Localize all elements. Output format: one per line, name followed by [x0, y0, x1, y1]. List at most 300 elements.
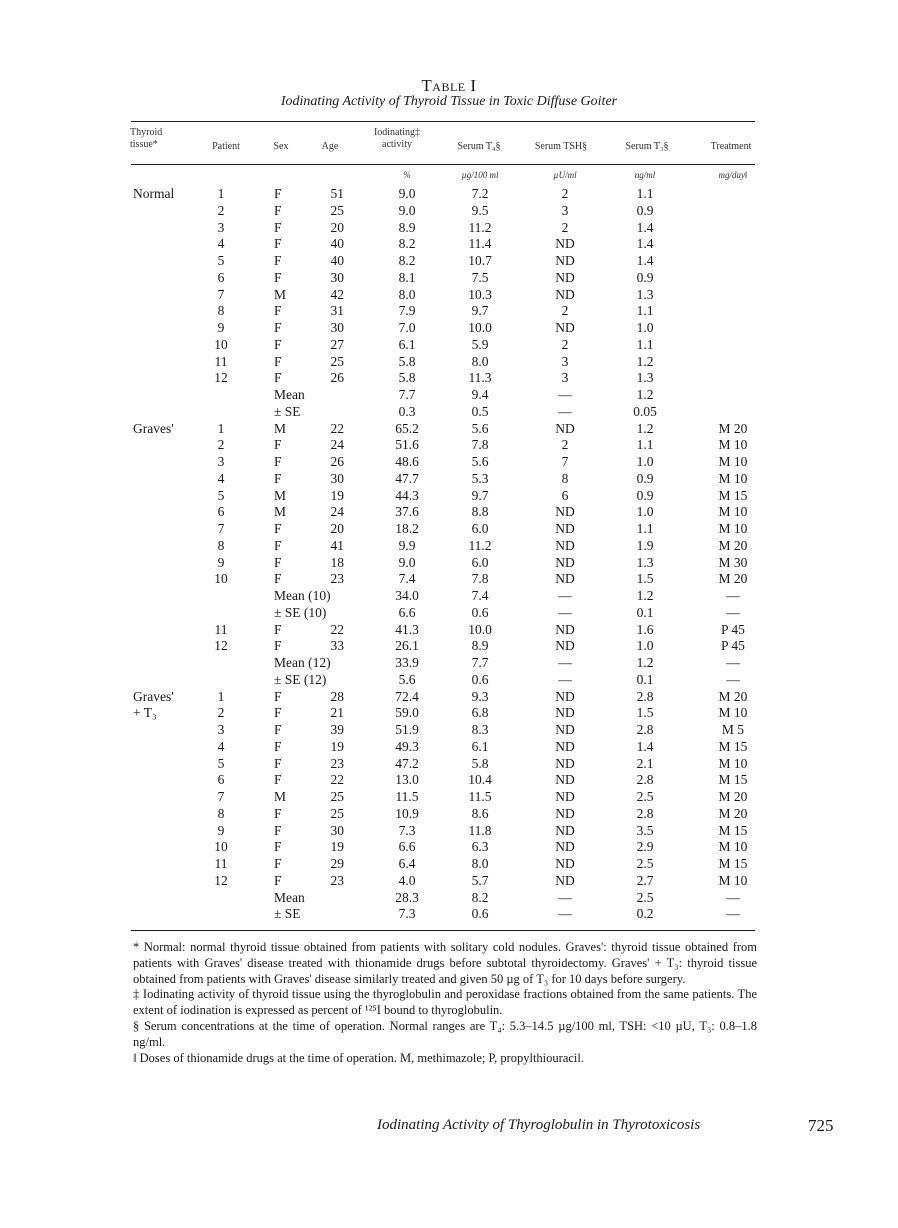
patient-cell: 5: [217, 253, 225, 268]
serum-t3-cell: 3.5: [636, 822, 654, 838]
serum-tsh-cell: ND: [555, 772, 575, 788]
treatment-cell: M 10: [718, 839, 748, 855]
table-row: [0, 470, 898, 487]
age-cell: 22: [330, 621, 344, 637]
serum-t4-cell: 0.6: [471, 671, 489, 687]
patient-cell: 4: [217, 738, 225, 754]
sex-cell: Mean (10): [274, 588, 331, 603]
serum-t4-cell: 8.9: [471, 638, 489, 654]
serum-t4-cell: 11.8: [468, 822, 492, 838]
table-title: [0, 76, 898, 96]
serum-tsh-cell: 8: [561, 470, 569, 486]
sex-cell: F: [274, 370, 282, 386]
table-row: [0, 587, 898, 604]
header-sex: Sex: [273, 141, 289, 152]
serum-t4-cell: 9.4: [471, 387, 489, 402]
serum-t4-cell: 8.0: [471, 856, 489, 871]
header-tissue: Thyroid tissue*: [130, 127, 163, 150]
serum-t3-cell: 1.1: [636, 336, 654, 352]
patient-cell: 7: [217, 789, 225, 804]
patient-cell: 11: [214, 856, 228, 871]
table-row: [0, 755, 898, 772]
age-cell: 22: [330, 420, 344, 436]
treatment-cell: —: [726, 588, 740, 603]
age-cell: 26: [330, 370, 344, 386]
table-title-text: Table I: [421, 76, 477, 95]
treatment-cell: —: [726, 655, 740, 670]
serum-t3-cell: 0.9: [636, 470, 654, 486]
serum-t3-cell: 0.9: [636, 202, 654, 218]
treatment-cell: M 15: [718, 772, 748, 788]
serum-t3-cell: 2.8: [636, 805, 654, 821]
treatment-cell: M 10: [718, 437, 748, 453]
header-treatment: Treatment: [710, 141, 752, 152]
sex-cell: F: [274, 872, 282, 888]
serum-tsh-cell: ND: [555, 420, 575, 436]
treatment-cell: M 15: [718, 822, 748, 838]
patient-cell: 4: [217, 236, 225, 252]
iodinating-activity-cell: 5.8: [398, 370, 416, 386]
patient-cell: 5: [217, 755, 225, 771]
age-cell: 30: [330, 822, 344, 838]
table-row: [0, 319, 898, 336]
age-cell: 27: [330, 336, 344, 352]
serum-t4-cell: 0.5: [471, 403, 489, 419]
serum-t4-cell: 6.0: [471, 554, 489, 570]
sex-cell: F: [274, 705, 282, 721]
serum-t4-cell: 5.3: [471, 470, 489, 486]
iodinating-activity-cell: 6.4: [398, 856, 416, 871]
iodinating-activity-cell: 28.3: [395, 889, 419, 905]
patient-cell: 8: [217, 537, 225, 553]
serum-t4-cell: 8.2: [471, 889, 489, 905]
iodinating-activity-cell: 48.6: [395, 454, 419, 469]
patient-cell: 8: [217, 805, 225, 821]
serum-tsh-cell: ND: [555, 805, 575, 821]
unit-iodinating: %: [403, 170, 411, 180]
sex-cell: ± SE: [274, 906, 301, 922]
age-cell: 30: [330, 269, 344, 285]
sex-cell: F: [274, 537, 282, 553]
serum-t4-cell: 5.6: [471, 420, 489, 436]
treatment-cell: M 20: [718, 571, 748, 587]
serum-t4-cell: 10.0: [468, 320, 492, 335]
age-cell: 33: [330, 638, 344, 654]
table-row: [0, 269, 898, 286]
serum-t3-cell: 1.0: [636, 454, 654, 469]
table-row: [0, 721, 898, 738]
serum-tsh-cell: ND: [555, 253, 575, 268]
age-cell: 28: [330, 688, 344, 704]
table-header-rule: [131, 164, 755, 165]
sex-cell: F: [274, 236, 282, 252]
serum-t3-cell: 1.2: [636, 588, 654, 603]
serum-t3-cell: 0.05: [633, 403, 657, 419]
table-row: [0, 905, 898, 922]
patient-cell: 9: [217, 554, 225, 570]
age-cell: 25: [330, 202, 344, 218]
sex-cell: ± SE: [274, 403, 301, 419]
patient-cell: 11: [214, 621, 228, 637]
patient-cell: 12: [214, 872, 228, 888]
serum-tsh-cell: ND: [555, 856, 575, 871]
treatment-cell: M 15: [718, 856, 748, 871]
age-cell: 25: [330, 353, 344, 369]
iodinating-activity-cell: 7.4: [398, 571, 416, 587]
serum-t4-cell: 0.6: [471, 906, 489, 922]
patient-cell: 3: [217, 454, 225, 469]
treatment-cell: —: [726, 604, 740, 620]
serum-t4-cell: 8.3: [471, 722, 489, 737]
age-cell: 25: [330, 789, 344, 804]
sex-cell: M: [274, 420, 287, 436]
sex-cell: ± SE (12): [274, 671, 327, 687]
serum-t4-cell: 10.4: [468, 772, 492, 788]
serum-t4-cell: 7.8: [471, 437, 489, 453]
sex-cell: F: [274, 755, 282, 771]
table-row: [0, 570, 898, 587]
tissue-group-cell: Graves': [133, 688, 174, 704]
serum-t4-cell: 8.0: [471, 353, 489, 369]
age-cell: 18: [330, 554, 344, 570]
sex-cell: F: [274, 202, 282, 218]
serum-t4-cell: 11.2: [468, 219, 492, 235]
serum-tsh-cell: ND: [555, 872, 575, 888]
sex-cell: F: [274, 303, 282, 319]
patient-cell: 10: [214, 839, 228, 855]
sex-cell: Mean (12): [274, 655, 331, 670]
serum-tsh-cell: ND: [555, 621, 575, 637]
age-cell: 23: [330, 571, 344, 587]
serum-t3-cell: 1.2: [636, 655, 654, 670]
iodinating-activity-cell: 26.1: [395, 638, 419, 654]
serum-t4-cell: 11.5: [468, 789, 492, 804]
sex-cell: M: [274, 504, 287, 520]
table-row: [0, 252, 898, 269]
serum-tsh-cell: ND: [555, 738, 575, 754]
serum-t4-cell: 7.2: [471, 186, 489, 201]
patient-cell: 2: [217, 705, 225, 721]
serum-t3-cell: 1.3: [636, 286, 654, 302]
table-row: [0, 621, 898, 638]
age-cell: 24: [330, 437, 344, 453]
patient-cell: 7: [217, 521, 225, 536]
table-row: [0, 369, 898, 386]
iodinating-activity-cell: 65.2: [395, 420, 419, 436]
table-row: [0, 872, 898, 889]
serum-t3-cell: 1.3: [636, 554, 654, 570]
serum-t3-cell: 1.4: [636, 236, 654, 252]
patient-cell: 3: [217, 722, 225, 737]
serum-t3-cell: 2.5: [636, 789, 654, 804]
iodinating-activity-cell: 59.0: [395, 705, 419, 721]
patient-cell: 12: [214, 638, 228, 654]
footnote-iodinating: ‡ Iodinating activity of thyroid tissue using the thyroglobulin and peroxidase fractions obtained from the same patients. The extent of iodination is expressed as percent of ¹²⁵I bound to thyroglobulin.: [133, 987, 757, 1018]
serum-t4-cell: 7.8: [471, 571, 489, 587]
serum-t3-cell: 2.5: [636, 856, 654, 871]
treatment-cell: M 20: [718, 537, 748, 553]
treatment-cell: M 20: [718, 688, 748, 704]
table-row: [0, 420, 898, 437]
table-row: [0, 353, 898, 370]
age-cell: 23: [330, 755, 344, 771]
serum-tsh-cell: —: [558, 403, 572, 419]
sex-cell: F: [274, 353, 282, 369]
patient-cell: 3: [217, 219, 225, 235]
iodinating-activity-cell: 33.9: [395, 655, 419, 670]
sex-cell: F: [274, 772, 282, 788]
iodinating-activity-cell: 11.5: [395, 789, 419, 804]
iodinating-activity-cell: 8.2: [398, 236, 416, 252]
sex-cell: F: [274, 253, 282, 268]
treatment-cell: M 15: [718, 487, 748, 503]
patient-cell: 12: [214, 370, 228, 386]
table-row: [0, 637, 898, 654]
serum-t4-cell: 7.4: [471, 588, 489, 603]
treatment-cell: —: [726, 906, 740, 922]
age-cell: 41: [330, 537, 344, 553]
patient-cell: 4: [217, 470, 225, 486]
table-row: [0, 688, 898, 705]
serum-tsh-cell: —: [558, 588, 572, 603]
serum-tsh-cell: 2: [561, 186, 569, 201]
serum-t4-cell: 6.1: [471, 738, 489, 754]
serum-tsh-cell: —: [558, 387, 572, 402]
serum-t3-cell: 1.6: [636, 621, 654, 637]
table-row: [0, 771, 898, 788]
header-t4: Serum T₄§: [457, 141, 501, 152]
age-cell: 26: [330, 454, 344, 469]
serum-tsh-cell: ND: [555, 839, 575, 855]
table-bottom-rule: [131, 930, 755, 931]
table-row: [0, 838, 898, 855]
sex-cell: M: [274, 286, 287, 302]
iodinating-activity-cell: 8.0: [398, 286, 416, 302]
age-cell: 39: [330, 722, 344, 737]
table-row: [0, 453, 898, 470]
table-row: [0, 604, 898, 621]
treatment-cell: —: [726, 671, 740, 687]
header-patient: Patient: [212, 141, 240, 152]
age-cell: 40: [330, 236, 344, 252]
iodinating-activity-cell: 7.3: [398, 822, 416, 838]
patient-cell: 1: [217, 688, 225, 704]
sex-cell: F: [274, 638, 282, 654]
patient-cell: 2: [217, 437, 225, 453]
patient-cell: 10: [214, 336, 228, 352]
age-cell: 25: [330, 805, 344, 821]
serum-tsh-cell: 6: [561, 487, 569, 503]
serum-t3-cell: 1.0: [636, 504, 654, 520]
patient-cell: 6: [217, 269, 225, 285]
unit-treatment: mg/day‖: [718, 170, 748, 180]
table-row: [0, 855, 898, 872]
treatment-cell: M 10: [718, 521, 748, 536]
serum-t4-cell: 6.8: [471, 705, 489, 721]
treatment-cell: M 10: [718, 454, 748, 469]
serum-t3-cell: 1.1: [636, 521, 654, 536]
serum-t4-cell: 8.6: [471, 805, 489, 821]
age-cell: 51: [330, 186, 344, 201]
iodinating-activity-cell: 9.0: [398, 186, 416, 201]
serum-t3-cell: 0.2: [636, 906, 654, 922]
iodinating-activity-cell: 7.7: [398, 387, 416, 402]
patient-cell: 9: [217, 320, 225, 335]
serum-t4-cell: 0.6: [471, 604, 489, 620]
serum-t4-cell: 11.3: [468, 370, 492, 386]
sex-cell: F: [274, 738, 282, 754]
sex-cell: F: [274, 805, 282, 821]
serum-t3-cell: 0.9: [636, 269, 654, 285]
iodinating-activity-cell: 5.8: [398, 353, 416, 369]
treatment-cell: P 45: [721, 621, 745, 637]
serum-t3-cell: 1.4: [636, 738, 654, 754]
age-cell: 22: [330, 772, 344, 788]
table-row: [0, 219, 898, 236]
patient-cell: 6: [217, 504, 225, 520]
iodinating-activity-cell: 0.3: [398, 403, 416, 419]
serum-t4-cell: 9.3: [471, 688, 489, 704]
treatment-cell: M 10: [718, 705, 748, 721]
header-tsh: Serum TSH§: [534, 141, 588, 152]
age-cell: 19: [330, 738, 344, 754]
serum-t3-cell: 1.4: [636, 253, 654, 268]
serum-t4-cell: 6.3: [471, 839, 489, 855]
iodinating-activity-cell: 34.0: [395, 588, 419, 603]
serum-tsh-cell: 3: [561, 353, 569, 369]
unit-t4: µg/100 ml: [461, 170, 499, 180]
iodinating-activity-cell: 8.9: [398, 219, 416, 235]
table-top-rule: [131, 121, 755, 122]
table-footnotes: [133, 940, 757, 1066]
age-cell: 24: [330, 504, 344, 520]
serum-t4-cell: 11.4: [468, 236, 492, 252]
iodinating-activity-cell: 41.3: [395, 621, 419, 637]
serum-tsh-cell: ND: [555, 722, 575, 737]
tissue-group-cell: + T₃: [133, 705, 157, 721]
iodinating-activity-cell: 47.2: [395, 755, 419, 771]
table-row: [0, 403, 898, 420]
table-row: [0, 704, 898, 721]
serum-t3-cell: 1.2: [636, 353, 654, 369]
table-row: [0, 822, 898, 839]
sex-cell: F: [274, 437, 282, 453]
treatment-cell: M 5: [721, 722, 745, 737]
serum-tsh-cell: ND: [555, 571, 575, 587]
serum-tsh-cell: ND: [555, 688, 575, 704]
iodinating-activity-cell: 51.9: [395, 722, 419, 737]
serum-t3-cell: 2.9: [636, 839, 654, 855]
serum-tsh-cell: ND: [555, 705, 575, 721]
serum-t3-cell: 0.1: [636, 671, 654, 687]
serum-t3-cell: 1.2: [636, 420, 654, 436]
serum-t3-cell: 1.1: [636, 437, 654, 453]
treatment-cell: M 10: [718, 872, 748, 888]
iodinating-activity-cell: 72.4: [395, 688, 419, 704]
patient-cell: 7: [217, 286, 225, 302]
serum-tsh-cell: ND: [555, 521, 575, 536]
sex-cell: F: [274, 269, 282, 285]
serum-t3-cell: 2.1: [636, 755, 654, 771]
patient-cell: 1: [217, 186, 225, 201]
table-row: [0, 487, 898, 504]
age-cell: 40: [330, 253, 344, 268]
serum-t4-cell: 9.5: [471, 202, 489, 218]
serum-t3-cell: 1.0: [636, 638, 654, 654]
table-row: [0, 788, 898, 805]
serum-tsh-cell: ND: [555, 755, 575, 771]
table-row: [0, 654, 898, 671]
sex-cell: M: [274, 789, 287, 804]
treatment-cell: M 20: [718, 789, 748, 804]
tissue-group-cell: Normal: [133, 186, 175, 201]
iodinating-activity-cell: 9.0: [398, 202, 416, 218]
serum-t3-cell: 1.1: [636, 186, 654, 201]
serum-tsh-cell: —: [558, 671, 572, 687]
serum-t3-cell: 0.1: [636, 604, 654, 620]
age-cell: 20: [330, 219, 344, 235]
page-number: 725: [808, 1116, 834, 1135]
iodinating-activity-cell: 4.0: [398, 872, 416, 888]
sex-cell: F: [274, 722, 282, 737]
table-row: [0, 286, 898, 303]
serum-t3-cell: 1.0: [636, 320, 654, 335]
iodinating-activity-cell: 5.6: [398, 671, 416, 687]
header-iodinating: Iodinating‡ activity: [373, 127, 421, 150]
header-t3: Serum T₃§: [625, 141, 669, 152]
iodinating-activity-cell: 7.3: [398, 906, 416, 922]
iodinating-activity-cell: 9.9: [398, 537, 416, 553]
iodinating-activity-cell: 49.3: [395, 738, 419, 754]
table-row: [0, 336, 898, 353]
table-row: [0, 185, 898, 202]
sex-cell: ± SE (10): [274, 604, 327, 620]
treatment-cell: P 45: [721, 638, 745, 654]
patient-cell: 11: [214, 353, 228, 369]
sex-cell: F: [274, 219, 282, 235]
age-cell: 30: [330, 320, 344, 335]
iodinating-activity-cell: 51.6: [395, 437, 419, 453]
serum-tsh-cell: 2: [561, 336, 569, 352]
serum-t4-cell: 7.7: [471, 655, 489, 670]
table-row: [0, 436, 898, 453]
serum-t4-cell: 8.8: [471, 504, 489, 520]
serum-t4-cell: 10.7: [468, 253, 492, 268]
serum-t3-cell: 1.9: [636, 537, 654, 553]
sex-cell: F: [274, 688, 282, 704]
age-cell: 20: [330, 521, 344, 536]
serum-tsh-cell: 3: [561, 202, 569, 218]
serum-tsh-cell: 2: [561, 437, 569, 453]
serum-t4-cell: 6.0: [471, 521, 489, 536]
serum-t3-cell: 0.9: [636, 487, 654, 503]
iodinating-activity-cell: 6.6: [398, 604, 416, 620]
age-cell: 23: [330, 872, 344, 888]
serum-tsh-cell: ND: [555, 822, 575, 838]
serum-t3-cell: 1.4: [636, 219, 654, 235]
serum-tsh-cell: ND: [555, 320, 575, 335]
iodinating-activity-cell: 10.9: [395, 805, 419, 821]
patient-cell: 8: [217, 303, 225, 319]
serum-t4-cell: 9.7: [471, 487, 489, 503]
iodinating-activity-cell: 47.7: [395, 470, 419, 486]
iodinating-activity-cell: 13.0: [395, 772, 419, 788]
sex-cell: F: [274, 521, 282, 536]
sex-cell: F: [274, 454, 282, 469]
serum-t3-cell: 2.7: [636, 872, 654, 888]
table-row: [0, 302, 898, 319]
age-cell: 19: [330, 487, 344, 503]
